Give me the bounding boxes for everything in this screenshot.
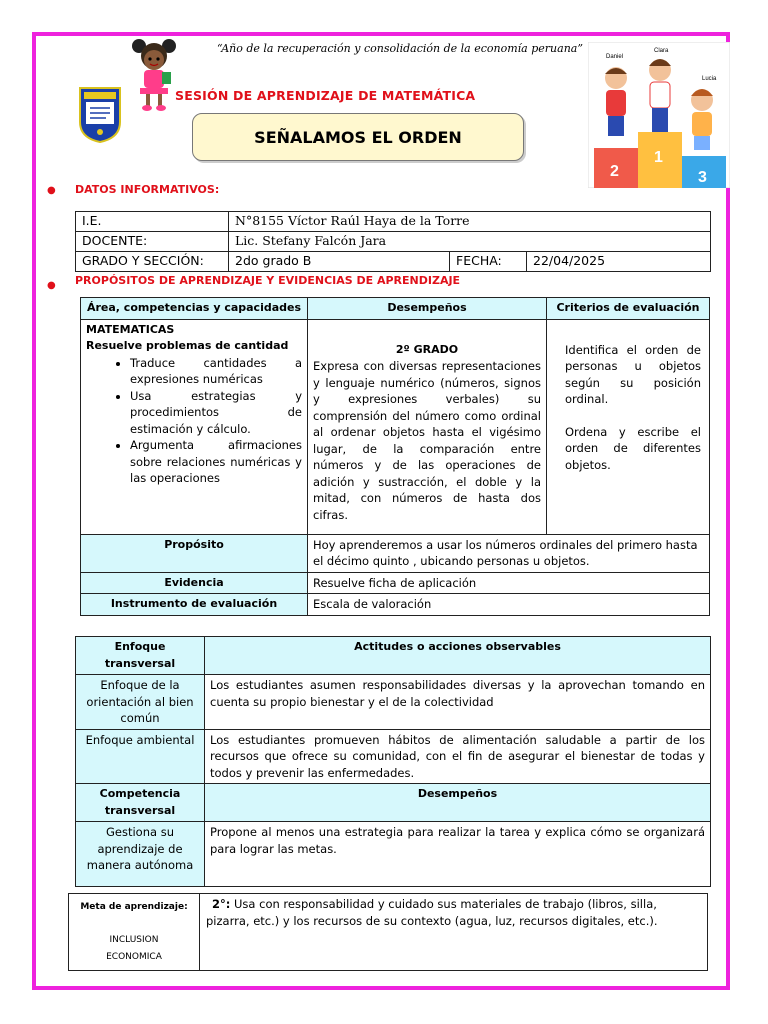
docente-label: DOCENTE:: [76, 232, 229, 252]
competencia-row-label: Gestiona su aprendizaje de manera autónoma: [76, 822, 205, 887]
grado-label: GRADO Y SECCIÓN:: [76, 252, 229, 272]
enfoques-table: [75, 636, 711, 887]
podium-illustration-icon: [588, 42, 730, 188]
enfoque-row-value: Los estudiantes promueven hábitos de alimentación saludable a partir de los recursos que ofrece su comunidad, con el fin de asegurar el bienestar de todas y todos y prevenir las enfermedades.: [205, 729, 711, 784]
podium-place-2: 2: [610, 163, 619, 180]
enfoque-header: Enfoque transversal: [76, 637, 205, 675]
capacidad-item: • Usa estrategias y procedimientos de estimación y cálculo.: [130, 388, 302, 438]
enfoque-row-label: Enfoque de la orientación al bien común: [76, 675, 205, 730]
grado-value: 2do grado B: [229, 252, 450, 272]
competencia-transversal-header: Competencia transversal: [76, 784, 205, 822]
capacidades-list: [86, 355, 302, 487]
docente-value: Lic. Stefany Falcón Jara: [229, 232, 711, 252]
col-desempenos-header: Desempeños: [308, 298, 547, 320]
datos-table: [75, 211, 711, 272]
datos-heading: DATOS INFORMATIVOS:: [75, 183, 220, 196]
fecha-value: 22/04/2025: [527, 252, 711, 272]
ie-value: N°8155 Víctor Raúl Haya de la Torre: [229, 212, 711, 232]
year-motto: “Año de la recuperación y consolidación de la economía peruana”: [217, 42, 583, 55]
competencia-name: Resuelve problemas de cantidad: [86, 339, 289, 352]
proposito-value: Hoy aprenderemos a usar los números ordinales del primero hasta el décimo quinto , ubicando personas u objetos.: [308, 534, 710, 572]
podium-name-right: Lucia: [702, 76, 717, 82]
grado-label-bold: 2º GRADO: [395, 342, 459, 356]
capacidad-item: • Traduce cantidades a expresiones numéricas: [130, 355, 302, 388]
topic-title: SEÑALAMOS EL ORDEN: [192, 113, 524, 161]
instrumento-label: Instrumento de evaluación: [81, 594, 308, 616]
meta-table: [68, 893, 708, 971]
bullet-icon: ●: [47, 280, 56, 291]
competencia-row-value: Propone al menos una estrategia para realizar la tarea y explica cómo se organizará para lograr las metas.: [205, 822, 711, 887]
fecha-label: FECHA:: [450, 252, 527, 272]
evidencia-value: Resuelve ficha de aplicación: [308, 572, 710, 594]
meta-text: Usa con responsabilidad y cuidado sus materiales de trabajo (libros, silla, pizarra, etc.) y los recursos de su contexto (agua, luz, recursos digitales, etc.).: [206, 897, 658, 928]
evidencia-label: Evidencia: [81, 572, 308, 594]
meta-sub: INCLUSION ECONOMICA: [106, 934, 162, 962]
podium-name-left: Daniel: [606, 54, 624, 60]
capacidad-item: • Argumenta afirmaciones sobre relaciones numéricas y las operaciones: [130, 437, 302, 487]
enfoque-row-value: Los estudiantes asumen responsabilidades diversas y la aprovechan tomando en cuenta su propio bienestar y el de la colectividad: [205, 675, 711, 730]
ie-label: I.E.: [76, 212, 229, 232]
col-area-header: Área, competencias y capacidades: [81, 298, 308, 320]
podium-place-3: 3: [698, 169, 707, 186]
propositos-table: [80, 297, 710, 616]
col-criterios-header: Criterios de evaluación: [547, 298, 710, 320]
desempeno-text: Expresa con diversas representaciones y lenguaje numérico (números, signos y expresiones verbales) su comprensión del número como ordinal al ordenar objetos hasta el vigésimo lugar, de la comparación entre números y de las operaciones de adición y sustracción, el doble y la mitad, con números de hasta dos cifras.: [313, 359, 541, 522]
meta-grade: 2°:: [212, 897, 231, 911]
session-title: SESIÓN DE APRENDIZAJE DE MATEMÁTICA: [175, 88, 476, 103]
desempenos-transversal-header: Desempeños: [205, 784, 711, 822]
criterio-1: Identifica el orden de personas u objetos según su posición ordinal.: [565, 342, 701, 406]
proposito-label: Propósito: [81, 534, 308, 572]
podium-place-1: 1: [654, 149, 663, 166]
propositos-heading: PROPÓSITOS DE APRENDIZAJE Y EVIDENCIAS DE APRENDIZAJE: [75, 274, 461, 287]
bullet-icon: ●: [47, 185, 56, 196]
area-name: MATEMATICAS: [86, 322, 175, 336]
criterio-2: Ordena y escribe el orden de diferentes objetos.: [565, 424, 701, 472]
podium-name-center: Clara: [654, 48, 669, 54]
meta-label: Meta de aprendizaje:: [80, 901, 188, 912]
instrumento-value: Escala de valoración: [308, 594, 710, 616]
school-crest-icon: [76, 84, 124, 144]
actitudes-header: Actitudes o acciones observables: [205, 637, 711, 675]
enfoque-row-label: Enfoque ambiental: [76, 729, 205, 784]
